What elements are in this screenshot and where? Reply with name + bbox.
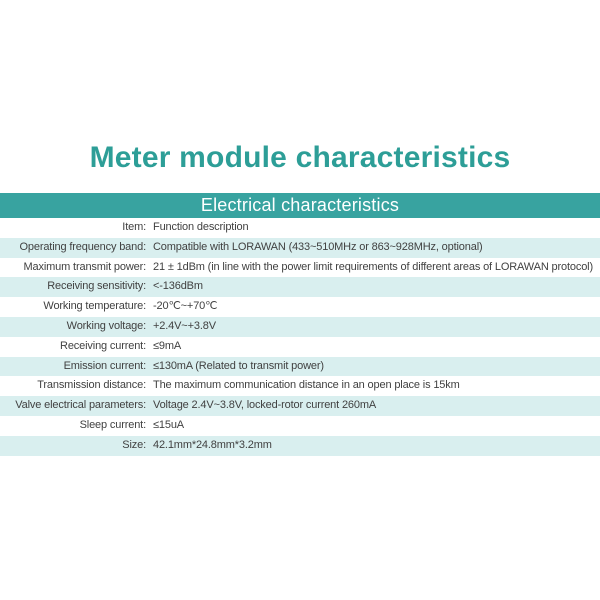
spec-row (0, 396, 600, 416)
spec-value: Voltage 2.4V~3.8V, locked-rotor current 260mA (153, 399, 377, 412)
spec-label: Size: (122, 438, 146, 451)
spec-row (0, 258, 600, 278)
spec-row (0, 317, 600, 337)
spec-value: 21 ± 1dBm (in line with the power limit requirements of different areas of LORAWAN protocol) (153, 260, 593, 273)
spec-value: -20℃~+70℃ (153, 300, 218, 313)
spec-row (0, 436, 600, 456)
spec-value: ≤15uA (153, 418, 184, 431)
spec-label: Emission current: (63, 359, 146, 372)
spec-label: Valve electrical parameters: (15, 399, 146, 412)
spec-value: <-136dBm (153, 280, 203, 293)
spec-value: Compatible with LORAWAN (433~510MHz or 863~928MHz, optional) (153, 240, 483, 253)
spec-value: ≤130mA (Related to transmit power) (153, 359, 324, 372)
spec-label: Operating frequency band: (19, 240, 146, 253)
spec-value: Function description (153, 221, 249, 233)
spec-label: Receiving sensitivity: (47, 280, 146, 293)
spec-label: Item: (122, 221, 146, 233)
spec-row (0, 357, 600, 377)
spec-row (0, 416, 600, 436)
spec-table (0, 218, 600, 456)
spec-label: Transmission distance: (37, 379, 146, 392)
section-header-electrical-characteristics: Electrical characteristics (0, 193, 600, 218)
spec-row (0, 337, 600, 357)
spec-label: Sleep current: (79, 418, 146, 431)
spec-label: Maximum transmit power: (23, 260, 146, 273)
spec-value: +2.4V~+3.8V (153, 319, 216, 332)
spec-row (0, 376, 600, 396)
spec-value: ≤9mA (153, 339, 182, 352)
spec-row (0, 238, 600, 258)
spec-label: Receiving current: (60, 339, 146, 352)
spec-row (0, 218, 600, 238)
spec-value: 42.1mm*24.8mm*3.2mm (153, 438, 272, 451)
spec-label: Working voltage: (66, 319, 146, 332)
spec-label: Working temperature: (43, 300, 146, 313)
page-title: Meter module characteristics (89, 141, 511, 174)
spec-row (0, 297, 600, 317)
spec-value: The maximum communication distance in an open place is 15km (153, 379, 460, 392)
spec-row (0, 277, 600, 297)
